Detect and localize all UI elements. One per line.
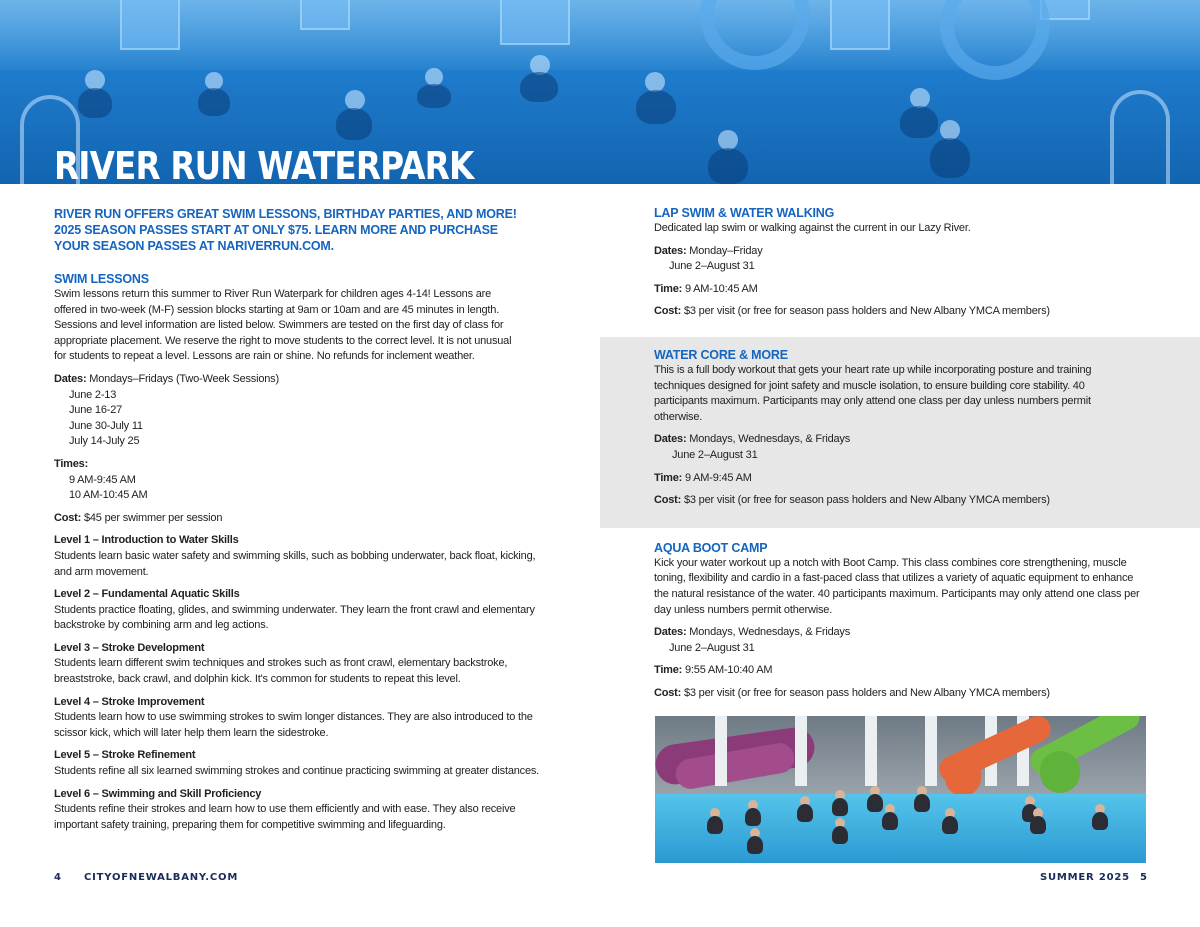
level-item [54, 748, 554, 779]
swim-lessons-times-label: Times: [54, 457, 89, 470]
water-core-description: This is a full body workout that gets your heart rate up while incorporating posture and training techniques designed for joint safety and muscle isolation, to ensure building core stability. 40 participants maximum. Participants may only attend one class per day unless numbers permit otherwise. [654, 363, 1092, 423]
aqua-boot-cost: Cost: $3 per visit (or free for season pass holders and New Albany YMCA members) [654, 686, 1050, 699]
level-item [54, 787, 554, 834]
lap-swim-heading: LAP SWIM & WATER WALKING [654, 206, 835, 220]
level-item [54, 587, 554, 634]
level-text: Students learn basic water safety and swimming skills, such as bobbing underwater, back float, kicking, and arm movement. [54, 549, 536, 578]
level-text: Students learn how to use swimming strokes to swim longer distances. They are also introduced to the scissor kick, which will later help them learn the sidestroke. [54, 711, 533, 739]
water-core-section [654, 348, 1154, 509]
aqua-class-photo [655, 716, 1146, 863]
lap-swim-dates: Dates: Monday–Friday [654, 244, 763, 257]
swim-lessons-cost: Cost: $45 per swimmer per session [54, 511, 223, 524]
hero-banner [0, 0, 1200, 184]
water-core-time: Time: 9 AM-9:45 AM [654, 471, 752, 484]
footer-left-page-number: 4 [54, 872, 62, 883]
footer-issue: SUMMER 2025 [1040, 872, 1130, 883]
level-item [54, 695, 554, 742]
level-text: Students refine their strokes and learn how to use them efficiently and with ease. They also receive important safety training, preparing them for competitive swimming and lifeguarding. [54, 803, 516, 831]
lap-swim-date-range: June 2–August 31 [669, 260, 755, 273]
level-item [54, 641, 554, 688]
session-date: June 16-27 [69, 404, 123, 417]
level-item [54, 533, 554, 580]
level-title: Level 4 – Stroke Improvement [54, 695, 205, 708]
water-core-cost: Cost: $3 per visit (or free for season pass holders and New Albany YMCA members) [654, 494, 1050, 507]
session-date: June 2-13 [69, 388, 117, 401]
level-title: Level 5 – Stroke Refinement [54, 749, 196, 762]
aqua-boot-time: Time: 9:55 AM-10:40 AM [654, 664, 773, 677]
level-title: Level 3 – Stroke Development [54, 641, 205, 654]
session-date: July 14-July 25 [69, 435, 140, 448]
footer-website: CITYOFNEWALBANY.COM [84, 872, 239, 883]
session-time: 9 AM-9:45 AM [69, 473, 136, 486]
level-title: Level 2 – Fundamental Aquatic Skills [54, 588, 240, 601]
level-text: Students refine all six learned swimming strokes and continue practicing swimming at greater distances. [54, 765, 540, 778]
session-time: 10 AM-10:45 AM [69, 489, 148, 502]
aqua-boot-heading: AQUA BOOT CAMP [654, 540, 768, 555]
lap-swim-time: Time: 9 AM-10:45 AM [654, 282, 758, 295]
water-core-date-range: June 2–August 31 [672, 448, 758, 461]
aqua-boot-dates: Dates: Mondays, Wednesdays, & Fridays [654, 626, 850, 639]
page-title: RIVER RUN WATERPARK [54, 144, 474, 184]
swim-lessons-heading: SWIM LESSONS [54, 272, 149, 286]
intro-text: RIVER RUN OFFERS GREAT SWIM LESSONS, BIRTHDAY PARTIES, AND MORE! 2025 SEASON PASSES START AT ONLY $75. LEARN MORE AND PURCHASE YOUR SEASON PASSES AT NARIVERRUN.COM. [54, 207, 517, 253]
swim-lessons-description: Swim lessons return this summer to River Run Waterpark for children ages 4-14! Lessons are offered in two-week (M-F) session blocks starting at 9am or 10am and are 45 minutes in length. Sessions and level information are listed below. Swimmers are tested on the first day of class for appropriate placement. We reserve the right to move students to the correct level. It is not unusual for students to repeat a level. Lessons are rain or shine. No refunds for inclement weather. [54, 288, 512, 363]
session-date: June 30-July 11 [69, 419, 143, 432]
water-core-dates: Dates: Mondays, Wednesdays, & Fridays [654, 433, 850, 446]
lap-swim-cost: Cost: $3 per visit (or free for season pass holders and New Albany YMCA members) [654, 305, 1050, 318]
swim-lessons-dates: Dates: Mondays–Fridays (Two-Week Sessions) [54, 372, 279, 385]
level-text: Students learn different swim techniques and strokes such as front crawl, elementary backstroke, breaststroke, back crawl, and dolphin kick. It's common for students to repeat this level. [54, 657, 508, 686]
aqua-boot-section [654, 541, 1154, 702]
water-core-heading: WATER CORE & MORE [654, 347, 788, 362]
footer-right-page-number: 5 [1140, 872, 1148, 883]
lap-swim-description: Dedicated lap swim or walking against the current in our Lazy River. [654, 222, 971, 234]
aqua-boot-description: Kick your water workout up a notch with Boot Camp. This class combines core strengthening, muscle toning, flexibility and cardio in a fast-paced class that utilizes a variety of aquatic equipment to enhance the natural resistance of the water. 40 participants maximum. Participants may only attend one class per day unless numbers permit otherwise. [654, 556, 1140, 616]
right-column [654, 206, 1154, 701]
aqua-boot-date-range: June 2–August 31 [669, 641, 755, 654]
level-text: Students practice floating, glides, and swimming underwater. They learn the front crawl and elementary backstroke by combining arm and leg actions. [54, 603, 535, 632]
level-title: Level 1 – Introduction to Water Skills [54, 534, 239, 547]
level-title: Level 6 – Swimming and Skill Proficiency [54, 787, 262, 800]
left-column [54, 206, 554, 833]
